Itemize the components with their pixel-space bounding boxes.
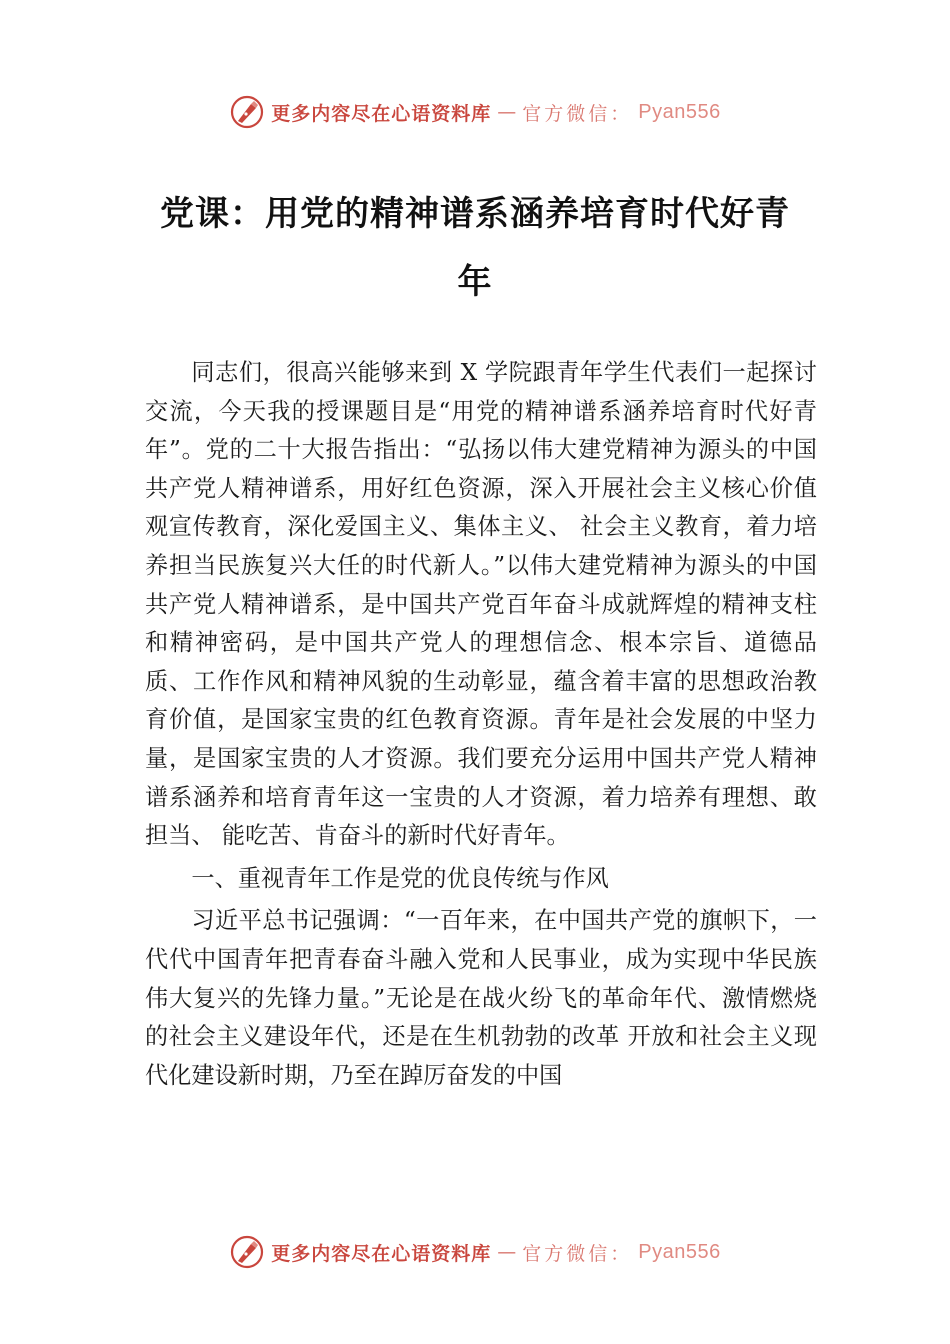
banner-wechat-label: 官方微信： <box>522 102 633 125</box>
document-title: 党课：用党的精神谱系涵养培育时代好青年 <box>160 194 790 302</box>
banner-wechat-id: Pyan556 <box>638 1240 721 1263</box>
banner-separator: — <box>497 101 517 123</box>
body-paragraph: 同志们，很高兴能够来到 X 学院跟青年学生代表们一起探讨交流，今天我的授课题目是“用党的精神谱系涵养培育时代好青年”。党的二十大报告指出：“弘扬以伟大建党精神为源头的中国共产党人精神谱系，用好红色资源，深入开展社会主义核心价值观宣传教育，深化爱国主义、集体主义、 社会主义教育，着力培养担当民族复兴大任的时代新人。”以伟大建党精神为源头的中国共产党人精神谱系，是中国共产党百年奋斗成就辉煌的精神支柱和精神密码，是中国共产党人的理想信念、根本宗旨、道德品质、工作作风和精神风貌的生动彰显，蕴含着丰富的思想政治教育价值，是国家宝贵的红色教育资源。青年是社会发展的中坚力量，是国家宝贵的人才资源。我们要充分运用中国共产党人精神谱系涵养和培育青年这一宝贵的人才资源，着力培养有理想、敢担当、 能吃苦、肯奋斗的新时代好青年。 <box>145 359 817 850</box>
body-paragraph: 习近平总书记强调：“一百年来，在中国共产党的旗帜下，一代代中国青年把青春奋斗融入党和人民事业，成为实现中华民族伟大复兴的先锋力量。”无论是在战火纷飞的革命年代、激情燃烧的社会主义建设年代，还是在生机勃勃的改革 开放和社会主义现代化建设新时期，乃至在踔厉奋发的中国 <box>145 907 817 1089</box>
banner-slogan: 更多内容尽在心语资料库 <box>271 1242 492 1265</box>
footer-watermark-banner <box>0 1234 950 1270</box>
banner-wechat-label: 官方微信： <box>522 1242 633 1265</box>
document-body <box>145 354 817 1095</box>
section-heading: 一、重视青年工作是党的优良传统与作风 <box>191 864 609 892</box>
banner-separator: — <box>497 1241 517 1263</box>
pen-nib-circle-icon <box>229 1234 265 1270</box>
banner-wechat-id: Pyan556 <box>638 100 721 123</box>
pen-nib-circle-icon <box>229 94 265 130</box>
header-watermark-banner <box>0 94 950 130</box>
banner-slogan: 更多内容尽在心语资料库 <box>271 102 492 125</box>
